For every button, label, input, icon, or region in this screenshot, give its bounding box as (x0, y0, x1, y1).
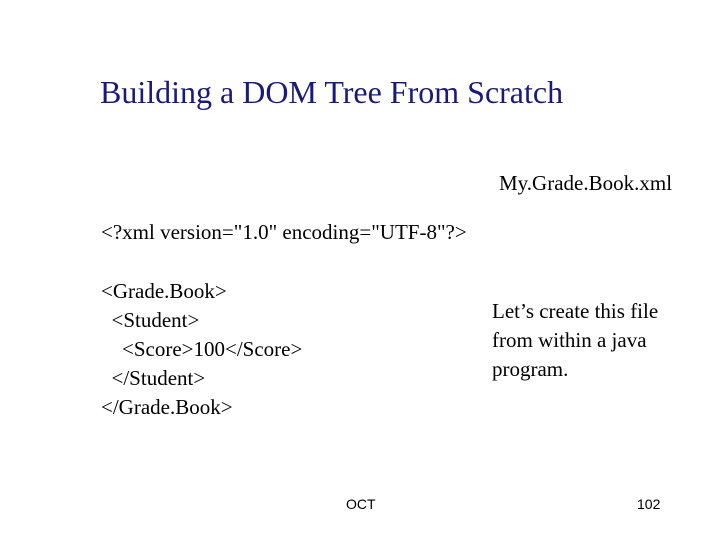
footer-label: OCT (346, 496, 376, 512)
xml-code-block (101, 277, 302, 422)
xml-line-gradebook-close: </Grade.Book> (101, 395, 233, 419)
xml-line-student-close: </Student> (101, 366, 206, 390)
side-note-line: program. (492, 357, 569, 381)
page-number: 102 (637, 496, 661, 512)
xml-line-score: <Score>100</Score> (101, 337, 303, 361)
xml-filename: My.Grade.Book.xml (499, 171, 673, 195)
side-note (492, 297, 692, 384)
xml-line-gradebook-open: <Grade.Book> (101, 279, 227, 303)
side-note-line: Let’s create this file (492, 299, 659, 323)
slide-title: Building a DOM Tree From Scratch (100, 74, 564, 110)
xml-declaration: <?xml version="1.0" encoding="UTF-8"?> (101, 220, 467, 244)
side-note-line: from within a java (492, 328, 647, 352)
xml-line-student-open: <Student> (101, 308, 200, 332)
